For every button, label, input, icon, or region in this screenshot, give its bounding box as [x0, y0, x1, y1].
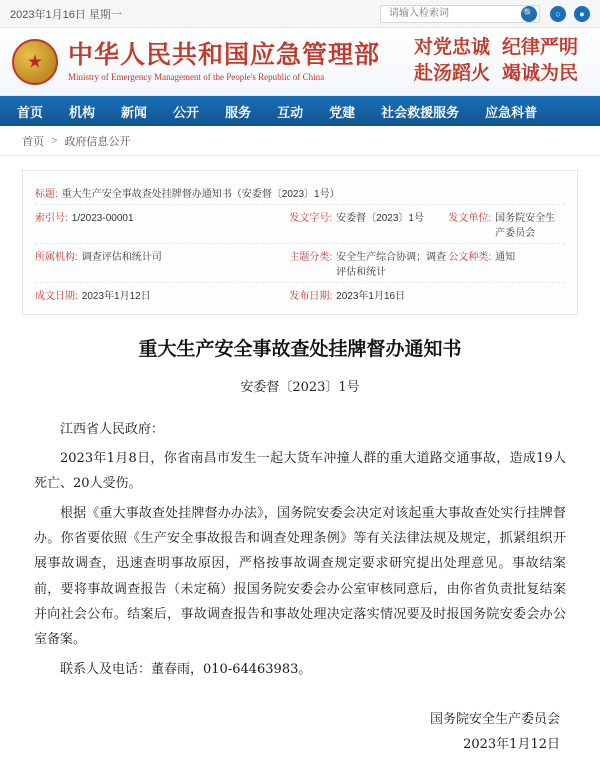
breadcrumb	[0, 126, 600, 156]
slogan-word-1: 对党忠诚	[413, 36, 490, 58]
slogan-word-2: 纪律严明	[501, 36, 578, 58]
document-number: 安委督〔2023〕1号	[240, 379, 360, 395]
signature-organization: 国务院安全生产委员会	[429, 711, 560, 727]
metadata-label: 公文种类:	[448, 252, 492, 263]
metadata-cell-doctype	[448, 248, 565, 278]
metadata-label: 索引号:	[35, 213, 68, 224]
nav-item-open[interactable]: 公开	[173, 104, 200, 120]
metadata-value: 1/2023-00001	[71, 213, 134, 224]
breadcrumb-current[interactable]: 政府信息公开	[64, 135, 131, 148]
metadata-cell-department	[35, 248, 289, 278]
breadcrumb-separator: >	[51, 134, 58, 147]
top-utility-bar	[0, 0, 600, 28]
metadata-value: 重大生产安全事故查处挂牌督办通知书（安委督〔2023〕1号）	[61, 189, 340, 200]
metadata-value: 安委督〔2023〕1号	[336, 213, 424, 224]
metadata-cell-category	[289, 248, 448, 278]
document-metadata-table	[22, 170, 578, 315]
metadata-label: 所属机构:	[35, 252, 78, 263]
wechat-icon[interactable]: ○	[550, 6, 566, 22]
metadata-cell-title	[35, 185, 565, 200]
document-article	[0, 315, 600, 757]
metadata-row	[35, 283, 565, 306]
metadata-value: 安全生产综合协调；调查评估和统计	[336, 252, 447, 278]
metadata-label: 主题分类:	[289, 252, 333, 263]
nav-item-party[interactable]: 党建	[329, 104, 356, 120]
metadata-cell-docnumber	[289, 209, 448, 239]
site-titles	[68, 41, 380, 82]
body-paragraph-4: 联系人及电话：董春雨，010-64463983。	[60, 661, 312, 677]
nav-item-interact[interactable]: 互动	[277, 104, 304, 120]
body-paragraph-1: 江西省人民政府：	[60, 421, 165, 437]
banner-slogan	[414, 36, 590, 86]
search-box[interactable]	[380, 5, 540, 23]
site-banner	[0, 28, 600, 96]
nav-item-news[interactable]: 新闻	[121, 104, 148, 120]
nav-item-science[interactable]: 应急科普	[485, 104, 538, 120]
body-paragraph-3: 根据《重大事故查处挂牌督办办法》，国务院安委会决定对该起重大事故查处实行挂牌督办。你省要依照《生产安全事故报告和调查处理条例》等有关法律法规及规定，抓紧组织开展事故调查，迅速查明事故原因，严格按事故调查规定要求研究提出处理意见。事故结案前，要将事故调查报告（未定稿）报国务院安委会办公室审核同意后，由你省负责批复结案并向社会公布。结案后，事故调查报告和事故处理决定落实情况要及时报国务院安委会办公室备案。	[34, 505, 566, 648]
metadata-label: 发布日期:	[289, 291, 333, 302]
nav-item-org[interactable]: 机构	[69, 104, 96, 120]
topbar-icon-group	[550, 6, 590, 22]
metadata-label: 标题:	[35, 189, 58, 200]
metadata-value: 通知	[495, 252, 516, 263]
site-title-cn: 中华人民共和国应急管理部	[68, 40, 381, 70]
search-icon[interactable]: 🔍	[521, 6, 537, 22]
body-paragraph-2: 2023年1月8日，你省南昌市发生一起大货车冲撞人群的重大道路交通事故，造成19人死亡、20人受伤。	[34, 450, 566, 492]
page-title: 重大生产安全事故查处挂牌督办通知书	[138, 338, 462, 360]
document-body	[34, 417, 566, 682]
metadata-row	[35, 205, 565, 244]
metadata-cell-empty	[448, 287, 565, 302]
current-date: 2023年1月16日 星期一	[10, 8, 122, 21]
nav-item-service[interactable]: 服务	[225, 104, 252, 120]
slogan-word-3: 赴汤蹈火	[413, 61, 490, 84]
metadata-label: 发文单位:	[448, 213, 492, 224]
metadata-cell-writtendate	[35, 287, 289, 302]
metadata-value: 调查评估和统计司	[81, 252, 162, 263]
metadata-cell-publishdate	[289, 287, 448, 302]
metadata-value: 国务院安全生产委员会	[495, 213, 556, 239]
slogan-word-4: 竭诚为民	[501, 61, 578, 84]
metadata-cell-issuer	[448, 209, 565, 239]
nav-item-home[interactable]: 首页	[17, 104, 44, 120]
site-title-en: Ministry of Emergency Management of the People's Republic of China	[68, 71, 325, 82]
search-input[interactable]	[387, 7, 521, 20]
document-signature	[34, 708, 566, 757]
main-navigation	[0, 96, 600, 126]
metadata-value: 2023年1月16日	[336, 291, 406, 302]
breadcrumb-home[interactable]: 首页	[22, 135, 44, 148]
weibo-icon[interactable]: ●	[574, 6, 590, 22]
metadata-row	[35, 181, 565, 205]
metadata-cell-index	[35, 209, 289, 239]
nav-item-rescue[interactable]: 社会救援服务	[381, 104, 460, 120]
signature-date: 2023年1月12日	[463, 736, 560, 752]
metadata-label: 成文日期:	[35, 291, 78, 302]
metadata-label: 发文字号:	[289, 213, 333, 224]
metadata-value: 2023年1月12日	[81, 291, 151, 302]
metadata-row	[35, 244, 565, 283]
national-emblem-icon	[12, 39, 58, 85]
